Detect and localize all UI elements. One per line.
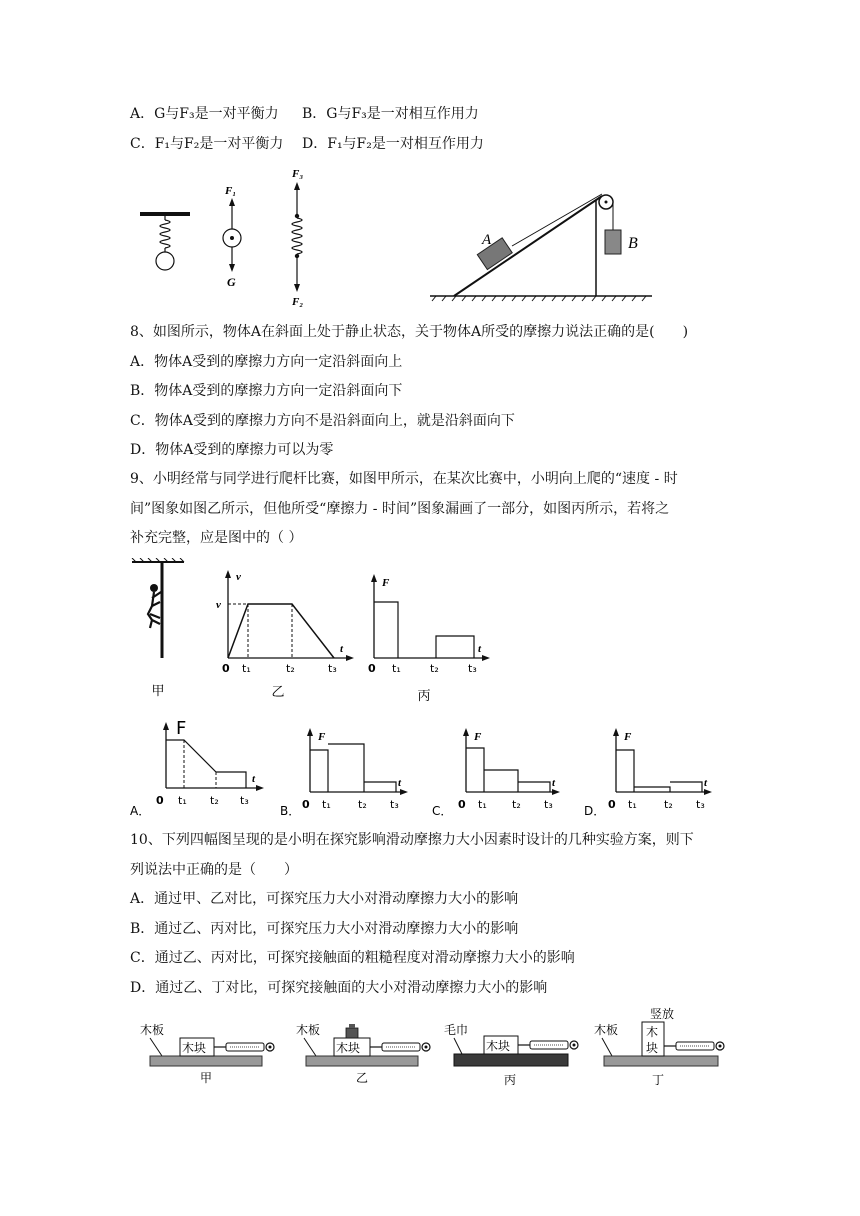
label-t3: t₃: [544, 798, 553, 811]
q8-stem: 8、如图所示，物体A在斜面上处于静止状态，关于物体A所受的摩擦力说法正确的是( ): [130, 324, 689, 340]
label-f-axis: F: [624, 731, 632, 743]
label-mukuai: 木块: [182, 1041, 207, 1055]
spring-free-body: [291, 168, 303, 308]
label-muban: 木板: [594, 1023, 619, 1037]
q9-line3: 补充完整，应是图中的（ ）: [130, 530, 303, 546]
q10-option-a: A．通过甲、乙对比，可探究压力大小对滑动摩擦力大小的影响: [130, 891, 519, 907]
label-t3: t₃: [240, 794, 249, 807]
label-origin: 0: [156, 794, 164, 807]
label-mukuai: 木块: [336, 1041, 361, 1055]
label-t-axis: t: [340, 643, 344, 655]
q10-line2: 列说法中正确的是（ ）: [130, 862, 298, 878]
label-block-a: A: [482, 232, 492, 248]
label-t2: t₂: [512, 798, 521, 811]
label-muban: 木板: [296, 1023, 321, 1037]
label-bing: 丙: [503, 1073, 517, 1087]
label-t1: t₁: [478, 798, 487, 811]
q7-option-b: B．G与F₃是一对相互作用力: [302, 106, 479, 122]
label-maojin: 毛巾: [444, 1023, 469, 1037]
label-t2: t₂: [664, 798, 673, 811]
block-b: [605, 230, 621, 254]
label-f2: F₂: [292, 296, 304, 308]
experiment-ding: [594, 1004, 744, 1090]
label-t1: t₁: [242, 662, 251, 675]
choice-c-graph: [432, 720, 567, 820]
label-t2: t₂: [430, 662, 439, 675]
label-t2: t₂: [210, 794, 219, 807]
choice-c-label: C．: [432, 804, 453, 818]
label-origin: 0: [608, 798, 616, 811]
label-mu: 木: [646, 1025, 659, 1039]
label-t3: t₃: [328, 662, 337, 675]
label-bing: 丙: [417, 689, 431, 704]
label-t-axis: t: [252, 773, 256, 785]
choice-a-label: A．: [130, 804, 151, 818]
q10-option-c: C．通过乙、丙对比，可探究接触面的粗糙程度对滑动摩擦力大小的影响: [130, 950, 575, 966]
label-origin: 0: [458, 798, 466, 811]
q8-option-c: C．物体A受到的摩擦力方向不是沿斜面向上，就是沿斜面向下: [130, 413, 515, 429]
label-jia: 甲: [151, 684, 165, 699]
label-origin: 0: [368, 662, 376, 675]
label-g: G: [227, 275, 236, 289]
q10-line1: 10、下列四幅图呈现的是小明在探究影响滑动摩擦力大小因素时设计的几种实验方案，则下: [130, 832, 694, 848]
label-yi: 乙: [355, 1071, 369, 1085]
label-mukuai: 木块: [486, 1039, 511, 1053]
label-t-axis: t: [478, 643, 482, 655]
label-origin: 0: [302, 798, 310, 811]
q8-option-b: B．物体A受到的摩擦力方向一定沿斜面向下: [130, 383, 403, 399]
q9-line1: 9、小明经常与同学进行爬杆比赛，如图甲所示，在某次比赛中，小明向上爬的“速度 - 时: [130, 471, 678, 487]
label-t-axis: t: [398, 777, 402, 789]
figure-jia-climber: [128, 558, 188, 706]
label-t3: t₃: [468, 662, 477, 675]
label-t-axis: t: [704, 777, 708, 789]
label-f-axis: F: [176, 718, 187, 739]
q7-option-c: C．F₁与F₂是一对平衡力: [130, 136, 284, 152]
q7-option-a: A．G与F₃是一对平衡力: [130, 106, 279, 122]
label-origin: 0: [222, 662, 230, 675]
choice-a-graph: [130, 712, 270, 820]
label-jia: 甲: [199, 1071, 213, 1085]
experiment-bing: [444, 1012, 594, 1090]
label-t1: t₁: [178, 794, 187, 807]
label-t3: t₃: [390, 798, 399, 811]
label-f1: F₁: [225, 185, 237, 197]
choice-b-label: B．: [280, 804, 301, 818]
experiment-yi: [290, 1012, 440, 1090]
q10-option-d: D．通过乙、丁对比，可探究接触面的大小对滑动摩擦力大小的影响: [130, 980, 548, 996]
ball-free-body: [223, 185, 241, 289]
label-f-axis: F: [318, 731, 326, 743]
label-t1: t₁: [392, 662, 401, 675]
label-t2: t₂: [286, 662, 295, 675]
label-t1: t₁: [322, 798, 331, 811]
label-f-axis: F: [382, 577, 390, 589]
incline-pulley-figure: [430, 182, 655, 302]
choice-d-graph: [584, 720, 719, 820]
label-shufang: 竖放: [650, 1007, 675, 1021]
label-ding: 丁: [651, 1073, 665, 1087]
q8-option-d: D．物体A受到的摩擦力可以为零: [130, 442, 334, 458]
q7-option-d: D．F₁与F₂是一对相互作用力: [302, 136, 484, 152]
label-t3: t₃: [696, 798, 705, 811]
label-yi: 乙: [271, 685, 285, 700]
label-muban: 木板: [140, 1023, 165, 1037]
choice-d-label: D．: [584, 804, 606, 818]
experiment-jia: [128, 1012, 278, 1090]
hanging-spring-ball: [140, 212, 190, 270]
label-f-axis: F: [474, 731, 482, 743]
label-t2: t₂: [358, 798, 367, 811]
q8-option-a: A．物体A受到的摩擦力方向一定沿斜面向上: [130, 354, 403, 370]
spring-force-figure: [130, 160, 330, 310]
label-v-value: v: [216, 599, 221, 611]
label-block-b: B: [628, 235, 638, 252]
label-f3: F₃: [292, 168, 304, 180]
label-t1: t₁: [628, 798, 637, 811]
choice-b-graph: [280, 720, 415, 820]
figure-yi-velocity-time: [212, 562, 360, 704]
label-kuai: 块: [646, 1041, 659, 1055]
label-t-axis: t: [552, 777, 556, 789]
q10-option-b: B．通过乙、丙对比，可探究压力大小对滑动摩擦力大小的影响: [130, 921, 519, 937]
label-v-axis: v: [236, 571, 241, 583]
figure-bing-friction-time: [362, 568, 497, 704]
q9-line2: 间”图象如图乙所示，但他所受“摩擦力 - 时间”图象漏画了一部分，如图丙所示，若将之: [130, 501, 670, 517]
